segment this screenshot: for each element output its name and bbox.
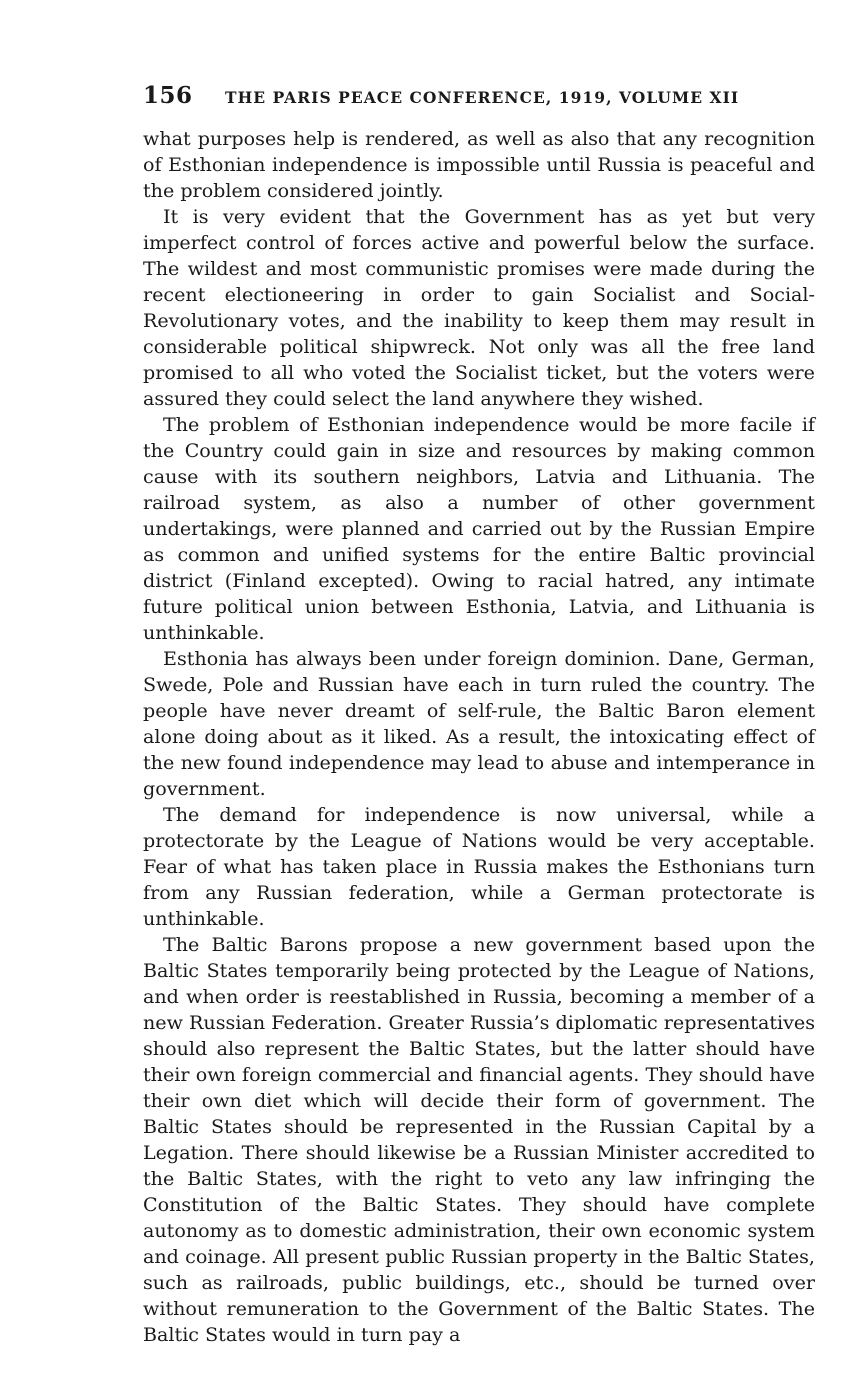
paragraph-continuation: what purposes help is rendered, as well as also that any recognition of Esthonian independence is impossible until Russia is peaceful and the problem considered jointly. bbox=[143, 127, 815, 202]
paragraph-baltic-barons: The Baltic Barons propose a new government based upon the Baltic States temporarily being protected by the League of Nations, and when order is reestablished in Russia, becoming a member of a new Russian Federation. Greater Russia’s diplomatic representatives should also represent the Baltic States, but the latter should have their own foreign commercial and financial agents. They should have their own diet which will decide their form of government. The Baltic States should be represented in the Russian Capital by a Legation. There should likewise be a Russian Minister accredited to the Baltic States, with the right to veto any law infringing the Constitution of the Baltic States. They should have complete autonomy as to domestic administration, their own economic system and coinage. All present public Russian property in the Baltic States, such as railroads, public buildings, etc., should be turned over without remuneration to the Government of the Baltic States. The Baltic States would in turn pay a bbox=[143, 933, 815, 1346]
paragraph-independence-facile: The problem of Esthonian independence would be more facile if the Country could gain in size and resources by making common cause with its southern neighbors, Latvia and Lithuania. The railroad system, as also a number of other government undertakings, were planned and carried out by the Russian Empire as common and unified systems for the entire Baltic provincial district (Finland excepted). Owing to racial hatred, any intimate future political union between Esthonia, Latvia, and Lithuania is unthinkable. bbox=[143, 413, 815, 644]
body-text bbox=[143, 126, 815, 1348]
running-title: THE PARIS PEACE CONFERENCE, 1919, VOLUME XII bbox=[225, 88, 740, 107]
paragraph-demand-independence: The demand for independence is now universal, while a protectorate by the League of Nations would be very acceptable. Fear of what has taken place in Russia makes the Esthonians turn from any Russian federation, while a German protectorate is unthinkable. bbox=[143, 803, 815, 930]
paragraph-foreign-dominion: Esthonia has always been under foreign dominion. Dane, German, Swede, Pole and Russian have each in turn ruled the country. The people have never dreamt of self-rule, the Baltic Baron element alone doing about as it liked. As a result, the intoxicating effect of the new found independence may lead to abuse and intemperance in government. bbox=[143, 647, 815, 800]
page-number: 156 bbox=[143, 82, 193, 109]
paragraph-government-control: It is very evident that the Government has as yet but very imperfect control of forces active and powerful below the surface. The wildest and most communistic promises were made during the recent electioneering in order to gain Socialist and Social-Revolutionary votes, and the inability to keep them may result in considerable political shipwreck. Not only was all the free land promised to all who voted the Socialist ticket, but the voters were assured they could select the land anywhere they wished. bbox=[143, 205, 815, 410]
running-header bbox=[143, 78, 815, 112]
